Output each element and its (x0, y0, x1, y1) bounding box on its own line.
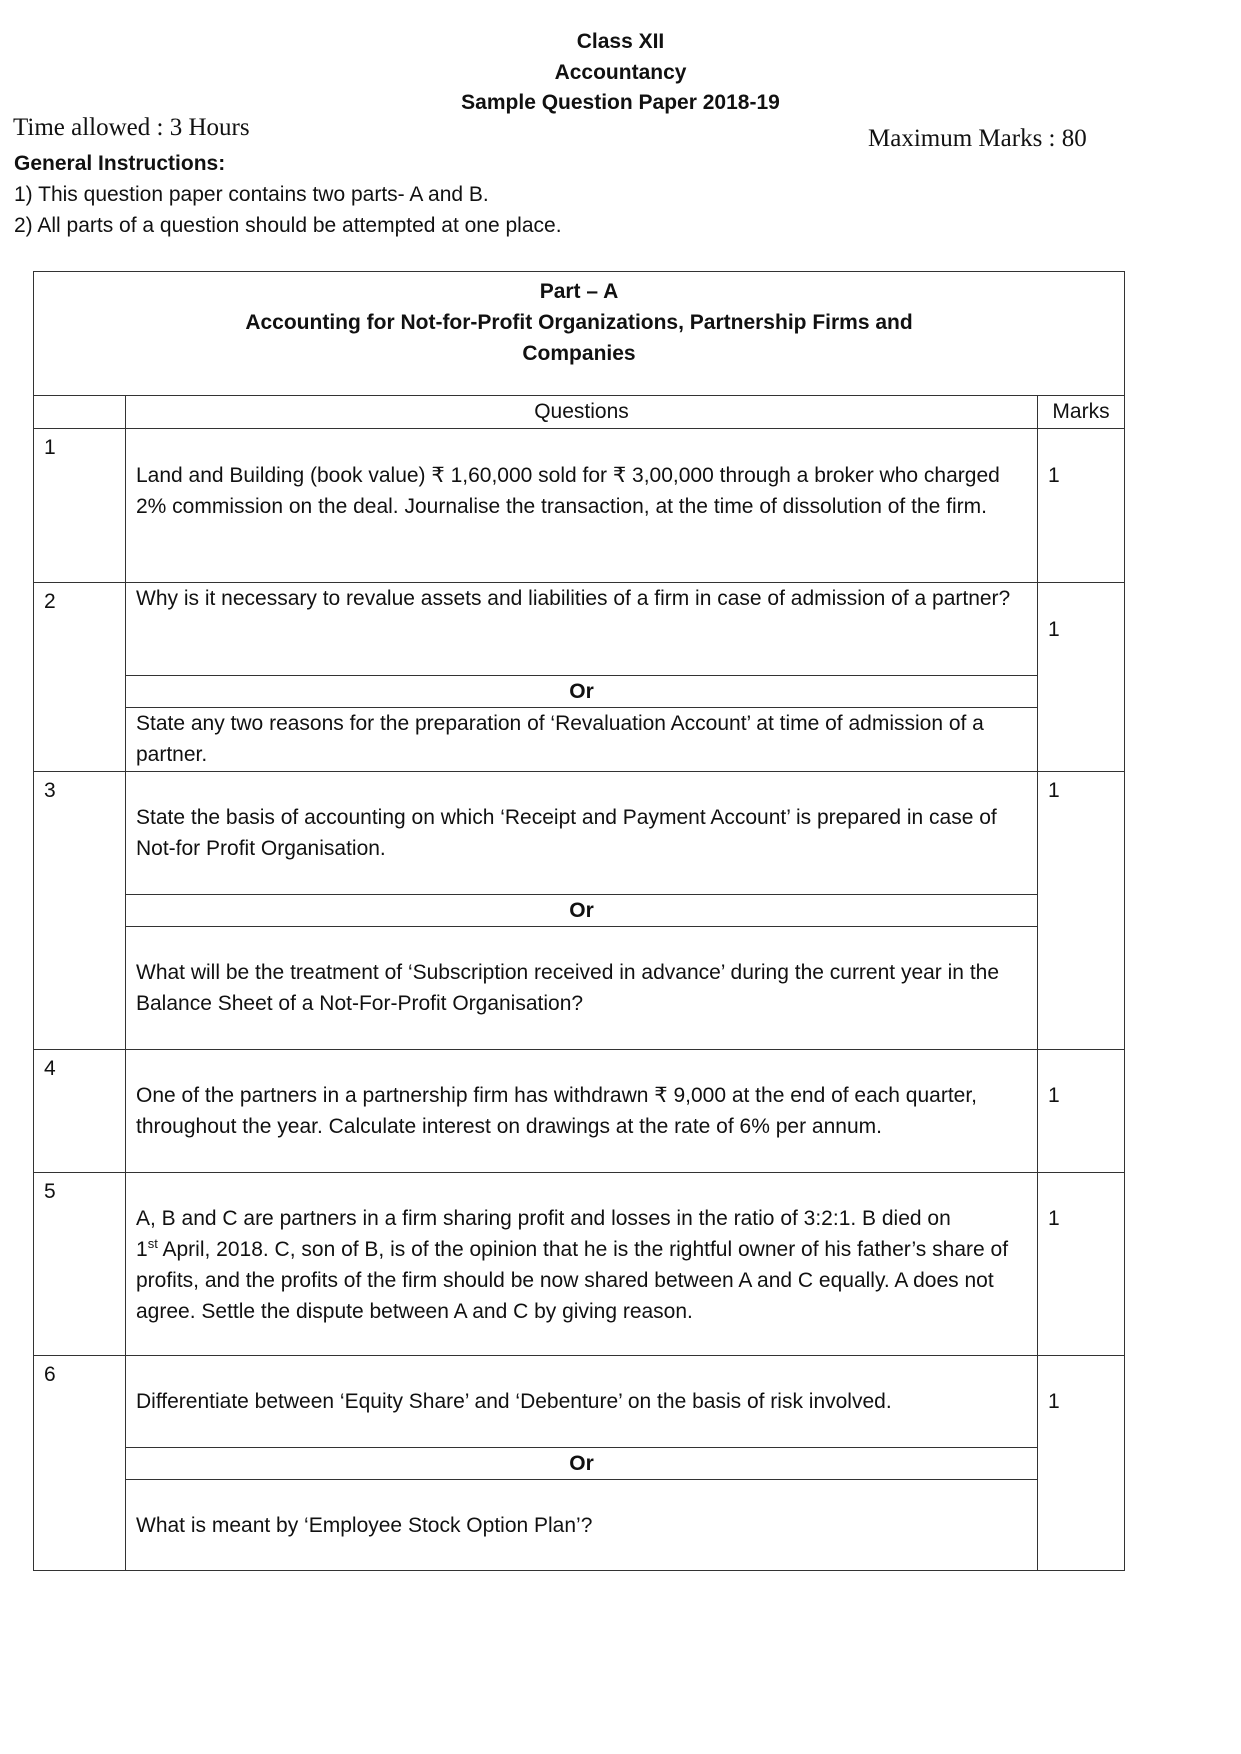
question-row (34, 1050, 1125, 1173)
question-marks: 1 (1038, 1356, 1125, 1571)
question-row (34, 583, 1125, 772)
maximum-marks: Maximum Marks : 80 (868, 125, 1087, 152)
question-text: One of the partners in a partnership firm has withdrawn ₹ 9,000 at the end of each quarter, throughout the year. Calculate interest on drawings at the rate of 6% per annum. (126, 1050, 1038, 1173)
question-text-part-b: April, 2018. C, son of B, is of the opinion that he is the rightful owner of his father’s share of profits, and the profits of the firm should be now shared between A and C equally. A does not agree. Settle the dispute between A and C by giving reason. (136, 1238, 1009, 1323)
question-number: 2 (34, 583, 126, 772)
question-alternative: State any two reasons for the preparation of ‘Revaluation Account’ at time of admission of a partner. (136, 712, 984, 766)
question-text (126, 1173, 1038, 1356)
question-marks: 1 (1038, 1050, 1125, 1173)
question-text: Differentiate between ‘Equity Share’ and ‘Debenture’ on the basis of risk involved. (126, 1356, 1037, 1448)
question-alternative: What will be the treatment of ‘Subscription received in advance’ during the current year in the Balance Sheet of a Not-For-Profit Organisation? (136, 961, 1000, 1015)
question-table (33, 271, 1125, 1571)
question-cell (126, 1356, 1038, 1571)
header-no-cell (34, 396, 126, 429)
question-row (34, 772, 1125, 1050)
or-separator: Or (126, 676, 1037, 708)
paper-title: Sample Question Paper 2018-19 (461, 91, 780, 114)
part-header-row (34, 272, 1125, 396)
marks-header: Marks (1038, 396, 1125, 429)
part-title-line2: Companies (522, 342, 636, 365)
subject-title: Accountancy (554, 61, 687, 84)
question-text: Land and Building (book value) ₹ 1,60,000 sold for ₹ 3,00,000 through a broker who charged 2% commission on the deal. Journalise the transaction, at the time of dissolution of the firm. (126, 429, 1038, 583)
part-title-line1: Accounting for Not-for-Profit Organizations, Partnership Firms and (245, 311, 913, 334)
question-marks: 1 (1038, 772, 1125, 1050)
question-cell (126, 583, 1038, 772)
part-header (34, 272, 1125, 396)
question-cell (126, 772, 1038, 1050)
questions-header: Questions (126, 396, 1038, 429)
question-number: 1 (34, 429, 126, 583)
instructions-title: General Instructions: (14, 152, 226, 175)
question-text: State the basis of accounting on which ‘Receipt and Payment Account’ is prepared in case of Not-for Profit Organisation. (126, 772, 1037, 895)
time-allowed: Time allowed : 3 Hours (13, 114, 250, 141)
question-number: 3 (34, 772, 126, 1050)
question-marks: 1 (1038, 1173, 1125, 1356)
column-header-row (34, 396, 1125, 429)
ordinal-suffix: st (147, 1236, 158, 1251)
question-text-day: 1 (136, 1238, 148, 1261)
or-separator: Or (126, 1448, 1037, 1480)
question-row (34, 429, 1125, 583)
question-marks: 1 (1038, 429, 1125, 583)
question-alternative: What is meant by ‘Employee Stock Option Plan’? (136, 1514, 593, 1537)
class-label: Class XII (576, 30, 665, 53)
part-label: Part – A (539, 280, 619, 303)
question-text-part-a: A, B and C are partners in a firm sharing profit and losses in the ratio of 3:2:1. B died on (136, 1207, 951, 1230)
question-row (34, 1356, 1125, 1571)
question-number: 4 (34, 1050, 126, 1173)
question-row (34, 1173, 1125, 1356)
or-separator: Or (126, 895, 1037, 927)
instruction-item: 2) All parts of a question should be attempted at one place. (14, 214, 562, 237)
instruction-item: 1) This question paper contains two parts- A and B. (14, 183, 489, 206)
question-text: Why is it necessary to revalue assets and liabilities of a firm in case of admission of a partner? (126, 583, 1037, 676)
question-marks: 1 (1038, 583, 1125, 772)
question-number: 6 (34, 1356, 126, 1571)
question-number: 5 (34, 1173, 126, 1356)
